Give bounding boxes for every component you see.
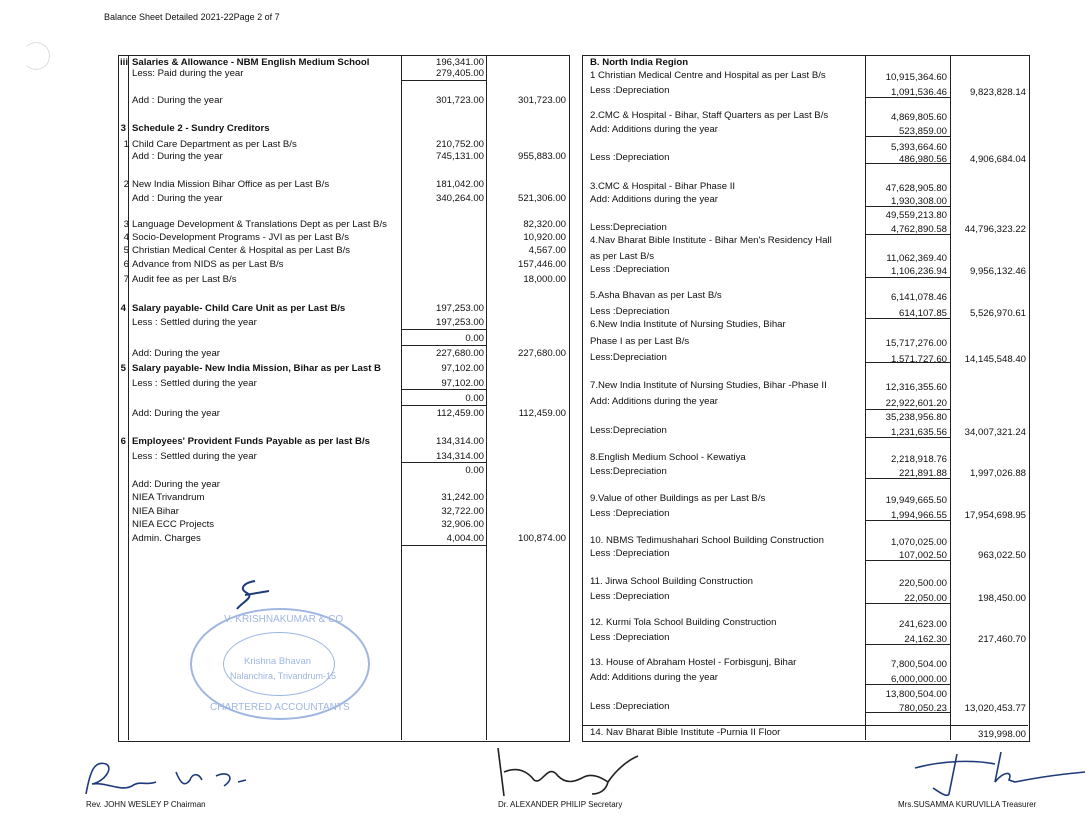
row-label: Less:Depreciation [590,466,667,477]
row-label: 3.CMC & Hospital - Bihar Phase II [590,181,736,192]
row-label: Socio-Development Programs - JVI as per Last B/s [132,232,350,243]
amount-sub: 1,994,966.55 [890,510,947,521]
subtotal-rule [866,644,950,645]
row-number: 3 [120,123,126,134]
amount-sub: 486,980.56 [898,154,947,165]
amount-sub: 340,264.00 [435,193,484,204]
amount-sub: 19,949,665.50 [885,495,947,506]
row-label: 11. Jirwa School Building Construction [590,576,753,587]
row-label: 4.Nav Bharat Bible Institute - Bihar Men's Residency Hall [590,235,832,246]
amount-sub: 197,253.00 [435,303,484,314]
amount-sub: 210,752.00 [435,139,484,150]
row-label: 12. Kurmi Tola School Building Construction [590,617,777,628]
amount-sub: 745,131.00 [435,151,484,162]
amount-sub: 2,218,918.76 [890,454,947,465]
amount-sub: 6,141,078.46 [890,292,947,303]
subtotal-rule [402,545,486,546]
amount-sub: 10,915,364.60 [885,72,947,83]
amount-total: 217,460.70 [977,634,1026,645]
row-label: 8.English Medium School - Kewatiya [590,452,746,463]
amount-total: 227,680.00 [517,348,566,359]
amount-total: 82,320.00 [523,219,566,230]
amount-sub: 1,070,025.00 [890,537,947,548]
amount-total: 5,526,970.61 [969,308,1026,319]
row-label: Audit fee as per Last B/s [132,274,237,285]
amount-sub: 134,314.00 [435,436,484,447]
subtotal-rule [402,462,486,463]
row-label: Less:Depreciation [590,425,667,436]
subtotal-rule [402,405,486,406]
subtotal-rule [866,136,950,137]
amount-sub: 1,106,236.94 [890,266,947,277]
subtotal-rule [402,329,486,330]
row-label: Less :Depreciation [590,548,670,559]
amount-sub: 107,002.50 [898,550,947,561]
amount-total: 34,007,321.24 [964,427,1026,438]
amount-sub: 1,930,308.00 [890,196,947,207]
subtotal-rule [866,520,950,521]
amount-sub: 13,800,504.00 [885,689,947,700]
row-number: 6 [123,259,129,270]
row-label: Less :Depreciation [590,632,670,643]
amount-total: 198,450.00 [977,593,1026,604]
amount-sub: 301,723.00 [435,95,484,106]
row-label: Less : Settled during the year [132,378,257,389]
row-label: New India Mission Bihar Office as per Last B/s [132,179,330,190]
subtotal-rule [402,389,486,390]
subtotal-rule [866,560,950,561]
stamp-line-2: Nalanchira, Trivandrum-15 [230,671,337,681]
amount-total: 963,022.50 [977,550,1026,561]
subtotal-rule [866,437,950,438]
row-label: Less :Depreciation [590,152,670,163]
amount-sub: 1,571,727.60 [890,354,947,365]
row-label: Less : Settled during the year [132,317,257,328]
amount-total: 4,906,684.04 [969,154,1026,165]
row-label: NIEA ECC Projects [132,519,215,530]
row-label: Less:Depreciation [590,222,667,233]
row-label: Schedule 2 - Sundry Creditors [132,123,270,134]
row-label: Less :Depreciation [590,508,670,519]
row-label: Salary payable- New India Mission, Bihar as per Last B [132,363,381,374]
row-label: 14. Nav Bharat Bible Institute -Purnia II Floor [590,727,781,738]
row-label: Phase I as per Last B/s [590,336,690,347]
amount-sub: 6,000,000.00 [890,674,947,685]
row-label: Add: Additions during the year [590,396,719,407]
amount-total: 1,997,026.88 [969,468,1026,479]
amount-sub: 523,859.00 [898,126,947,137]
amount-sub: 47,628,905.80 [885,183,947,194]
amount-sub: 97,102.00 [441,378,484,389]
row-number: 1 [123,139,129,150]
page-header: Balance Sheet Detailed 2021-22Page 2 of 7 [104,12,280,22]
subtotal-rule [866,684,950,685]
row-label: Christian Medical Center & Hospital as per Last B/s [132,245,351,256]
stamp-bottom-text: CHARTERED ACCOUNTANTS [210,702,350,713]
row-label: Add: Additions during the year [590,124,719,135]
row-label: Less: Paid during the year [132,68,244,79]
row-label: Admin. Charges [132,533,201,544]
row-label: 2.CMC & Hospital - Bihar, Staff Quarters as per Last B/s [590,110,829,121]
amount-sub: 4,869,805.60 [890,112,947,123]
amount-sub: 97,102.00 [441,363,484,374]
amount-sub: 0.00 [465,333,484,344]
amount-sub: 1,231,635.56 [890,427,947,438]
row-label: Add: Additions during the year [590,672,719,683]
row-number: iii [120,57,128,68]
row-label: Less :Depreciation [590,591,670,602]
secretary-signature [488,742,648,800]
subtotal-rule [866,409,950,410]
row-number: 4 [123,232,129,243]
treasurer-name: Mrs.SUSAMMA KURUVILLA Treasurer [898,800,1037,809]
subtotal-rule [866,206,950,207]
treasurer-signature [905,748,1087,798]
amount-sub: 49,559,213.80 [885,210,947,221]
amount-sub: 22,050.00 [904,593,947,604]
amount-sub: 7,800,504.00 [890,659,947,670]
amount-sub: 31,242.00 [441,492,484,503]
row-label: 13. House of Abraham Hostel - Forbisgunj, Bihar [590,657,797,668]
amount-total: 4,567.00 [528,245,566,256]
row-number: 7 [123,274,129,285]
row-label: Less :Depreciation [590,85,670,96]
row-number: 6 [120,436,126,447]
punch-hole-mark [22,42,50,70]
amount-sub: 22,922,601.20 [885,398,947,409]
amount-sub: 15,717,276.00 [885,338,947,349]
amount-sub: 780,050.23 [898,703,947,714]
row-label: Salary payable- Child Care Unit as per Last B/s [132,303,346,314]
left-col-divider-1 [128,55,129,740]
row-label: Language Development & Translations Dept as per Last B/s [132,219,387,230]
subtotal-rule [866,163,950,164]
row-label: Add : During the year [132,193,223,204]
amount-sub: 35,238,956.80 [885,412,947,423]
amount-sub: 279,405.00 [435,68,484,79]
row-label: Less :Depreciation [590,264,670,275]
row-label: Add : During the year [132,95,223,106]
subtotal-rule [402,80,486,81]
secretary-name: Dr. ALEXANDER PHILIP Secretary [498,800,623,809]
row-number: 5 [123,245,129,256]
subtotal-rule [866,478,950,479]
row-label: Less : Settled during the year [132,451,257,462]
amount-total: 9,956,132.46 [969,266,1026,277]
row-label: Add: During the year [132,408,220,419]
amount-sub: 32,906.00 [441,519,484,530]
amount-total: 319,998.00 [977,729,1026,740]
row-label: 9.Value of other Buildings as per Last B/s [590,493,766,504]
row-label: as per Last B/s [590,251,654,262]
amount-total: 9,823,828.14 [969,87,1026,98]
amount-sub: 112,459.00 [436,408,484,419]
amount-total: 955,883.00 [517,151,566,162]
amount-sub: 221,891.88 [898,468,947,479]
subtotal-rule [866,277,950,278]
subtotal-rule [866,712,950,713]
amount-total: 44,796,323.22 [964,224,1026,235]
amount-sub: 0.00 [465,393,484,404]
amount-sub: 134,314.00 [435,451,484,462]
subtotal-rule [866,97,950,98]
amount-sub: 220,500.00 [898,578,947,589]
row-label: 5.Asha Bhavan as per Last B/s [590,290,722,301]
row-number: 4 [120,303,126,314]
amount-total: 157,446.00 [517,259,566,270]
row-label: Add: During the year [132,479,220,490]
chairman-signature [80,752,250,800]
amount-sub: 24,162.30 [904,634,947,645]
row-number: 2 [123,179,129,190]
amount-sub: 32,722.00 [441,506,484,517]
amount-sub: 227,680.00 [435,348,484,359]
row-label: Less:Depreciation [590,352,667,363]
auditor-stamp [190,608,370,720]
amount-sub: 197,253.00 [435,317,484,328]
amount-total: 112,459.00 [518,408,566,419]
amount-total: 14,145,548.40 [964,354,1026,365]
row-label: Child Care Department as per Last B/s [132,139,297,150]
row-label: Less :Depreciation [590,306,670,317]
row-label: Add : During the year [132,151,223,162]
row-number: 5 [120,363,126,374]
amount-sub: 12,316,355.60 [885,382,947,393]
amount-sub: 241,623.00 [898,619,947,630]
amount-total: 10,920.00 [523,232,566,243]
last-row-rule [582,725,1028,726]
subtotal-rule [866,318,950,319]
amount-sub: 0.00 [465,465,484,476]
amount-sub: 11,062,369.40 [886,253,947,264]
stamp-top-text: V. KRISHNAKUMAR & CO [224,614,344,625]
row-label: 7.New India Institute of Nursing Studies, Bihar -Phase II [590,380,827,391]
row-label: 6.New India Institute of Nursing Studies, Bihar [590,319,786,330]
row-label: Advance from NIDS as per Last B/s [132,259,284,270]
amount-sub: 4,004.00 [446,533,484,544]
row-label: 1 Christian Medical Centre and Hospital as per Last B/s [590,70,826,81]
amount-total: 17,954,698.95 [964,510,1026,521]
amount-total: 301,723.00 [517,95,566,106]
subtotal-rule [866,603,950,604]
stamp-line-1: Krishna Bhavan [244,656,312,667]
row-label: Employees' Provident Funds Payable as per last B/s [132,436,370,447]
row-label: B. North India Region [590,57,689,68]
row-label: NIEA Bihar [132,506,179,517]
subtotal-rule [402,345,486,346]
subtotal-rule [866,234,950,235]
amount-total: 100,874.00 [517,533,566,544]
amount-sub: 614,107.85 [898,308,947,319]
chairman-name: Rev. JOHN WESLEY P Chairman [86,800,206,809]
amount-sub: 4,762,890.58 [890,224,947,235]
subtotal-rule [866,362,950,363]
amount-total: 18,000.00 [523,274,566,285]
row-label: 10. NBMS Tedimushahari School Building Construction [590,535,824,546]
amount-sub: 1,091,536.46 [890,87,947,98]
row-label: Add: During the year [132,348,220,359]
amount-total: 521,306.00 [517,193,566,204]
amount-total: 13,020,453.77 [964,703,1026,714]
row-label: Add: Additions during the year [590,194,719,205]
row-label: Salaries & Allowance - NBM English Medium School [132,57,370,68]
row-label: Less :Depreciation [590,701,670,712]
row-number: 3 [123,219,129,230]
amount-sub: 5,393,664.60 [890,142,947,153]
amount-sub: 181,042.00 [435,179,484,190]
row-label: NIEA Trivandrum [132,492,205,503]
amount-sub: 196,341.00 [435,57,484,68]
